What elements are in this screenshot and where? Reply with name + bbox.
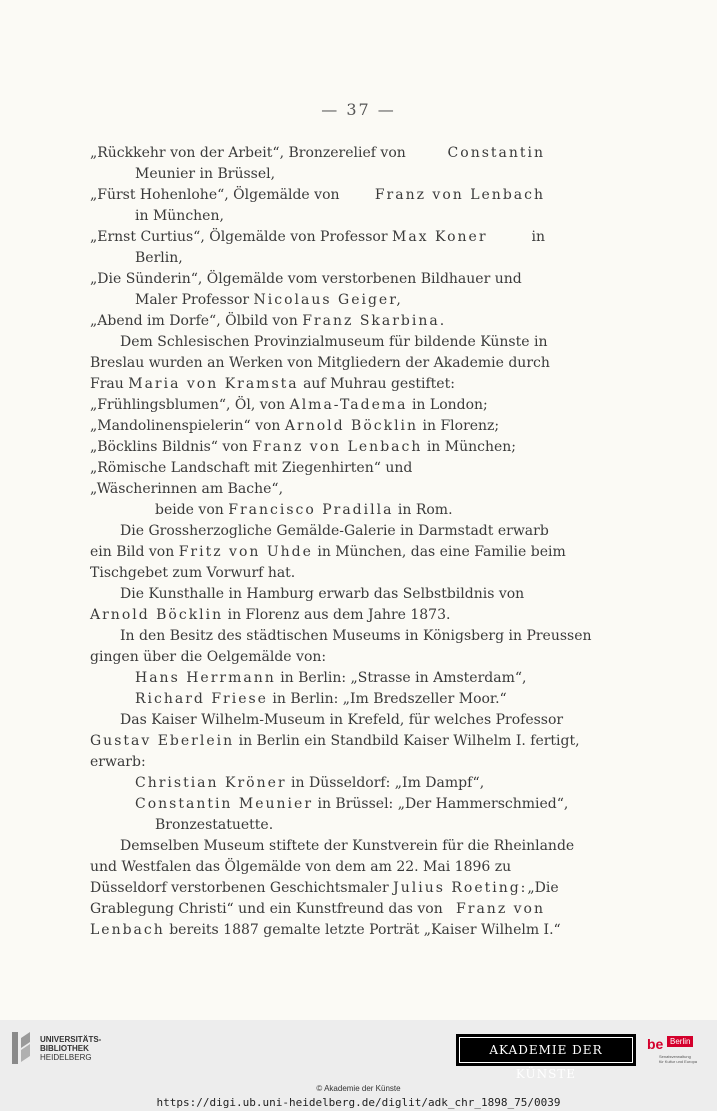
text-line: Richard Friese in Berlin: „Im Bredszeller Moor.“ xyxy=(135,691,507,707)
text-line: Bronzestatuette. xyxy=(155,817,274,833)
text-line: Das Kaiser Wilhelm-Museum in Krefeld, für welches Professor xyxy=(120,712,564,728)
text-line: „Abend im Dorfe“, Ölbild von Franz Skarbina. xyxy=(90,313,447,329)
text-line: und Westfalen das Ölgemälde von dem am 22. Mai 1896 zu xyxy=(90,859,512,875)
university-library-logo xyxy=(10,1030,32,1066)
text-line: „Frühlingsblumen“, Öl, von Alma-Tadema in London; xyxy=(90,397,488,413)
text-line: Breslau wurden an Werken von Mitgliedern der Akademie durch xyxy=(90,355,550,371)
text-line: „Mandolinenspielerin“ von Arnold Böcklin in Florenz; xyxy=(90,418,500,434)
text-line: Die Grossherzogliche Gemälde-Galerie in Darmstadt erwarb xyxy=(120,523,549,539)
text-line: beide von Francisco Pradilla in Rom. xyxy=(155,502,453,518)
text-line: Düsseldorf verstorbenen Geschichtsmaler Julius Roeting: „Die xyxy=(90,880,559,896)
page-number: — 37 — xyxy=(321,100,396,119)
text-line: Grablegung Christi“ und ein Kunstfreund das von Franz von xyxy=(90,901,545,917)
text-line: „Die Sünderin“, Ölgemälde vom verstorbenen Bildhauer und xyxy=(90,271,522,287)
be-berlin-logo: be Berlin Senatsverwaltung für Kultur und Europa xyxy=(647,1036,698,1064)
text-line: „Rückkehr von der Arbeit“, Bronzerelief von Constantin xyxy=(90,145,545,161)
text-line: Demselben Museum stiftete der Kunstverein für die Rheinlande xyxy=(120,838,575,854)
text-line: ein Bild von Fritz von Uhde in München, das eine Familie beim xyxy=(90,544,566,560)
university-library-name: UNIVERSITÄTS- BIBLIOTHEK HEIDELBERG xyxy=(40,1035,102,1062)
text-line: Lenbach bereits 1887 gemalte letzte Porträt „Kaiser Wilhelm I.“ xyxy=(90,922,561,938)
text-line: Tischgebet zum Vorwurf hat. xyxy=(90,565,296,581)
text-line: Arnold Böcklin in Florenz aus dem Jahre 1873. xyxy=(90,607,451,623)
text-line: Hans Herrmann in Berlin: „Strasse in Amsterdam“, xyxy=(135,670,527,686)
text-line: „Wäscherinnen am Bache“, xyxy=(90,481,284,497)
text-line: Dem Schlesischen Provinzialmuseum für bildende Künste in xyxy=(120,334,548,350)
text-line: „Ernst Curtius“, Ölgemälde von Professor Max Koner in xyxy=(90,229,545,245)
text-line: gingen über die Oelgemälde von: xyxy=(90,649,327,665)
text-line: „Böcklins Bildnis“ von Franz von Lenbach in München; xyxy=(90,439,517,455)
text-line: In den Besitz des städtischen Museums in Königsberg in Preussen xyxy=(120,628,592,644)
text-line: Christian Kröner in Düsseldorf: „Im Dampf“, xyxy=(135,775,485,791)
text-line: erwarb: xyxy=(90,754,146,770)
page-text xyxy=(90,143,592,941)
text-line: Meunier in Brüssel, xyxy=(135,166,276,182)
text-line: Gustav Eberlein in Berlin ein Standbild Kaiser Wilhelm I. fertigt, xyxy=(90,733,580,749)
text-line: Frau Maria von Kramsta auf Muhrau gestiftet: xyxy=(90,376,455,392)
text-line: Constantin Meunier in Brüssel: „Der Hammerschmied“, xyxy=(135,796,569,812)
text-line: Maler Professor Nicolaus Geiger, xyxy=(135,292,403,308)
text-line: Die Kunsthalle in Hamburg erwarb das Selbstbildnis von xyxy=(120,586,525,602)
copyright-notice: © Akademie der Künste xyxy=(316,1084,401,1093)
text-line: „Fürst Hohenlohe“, Ölgemälde von Franz von Lenbach xyxy=(90,187,545,203)
permalink-url[interactable]: https://digi.ub.uni-heidelberg.de/diglit/adk_chr_1898_75/0039 xyxy=(156,1096,561,1109)
text-line: „Römische Landschaft mit Ziegenhirten“ und xyxy=(90,460,413,476)
text-line: in München, xyxy=(135,208,224,224)
akademie-logo[interactable]: AKADEMIE DER KÜNSTE xyxy=(456,1034,636,1066)
text-line: Berlin, xyxy=(135,250,183,266)
